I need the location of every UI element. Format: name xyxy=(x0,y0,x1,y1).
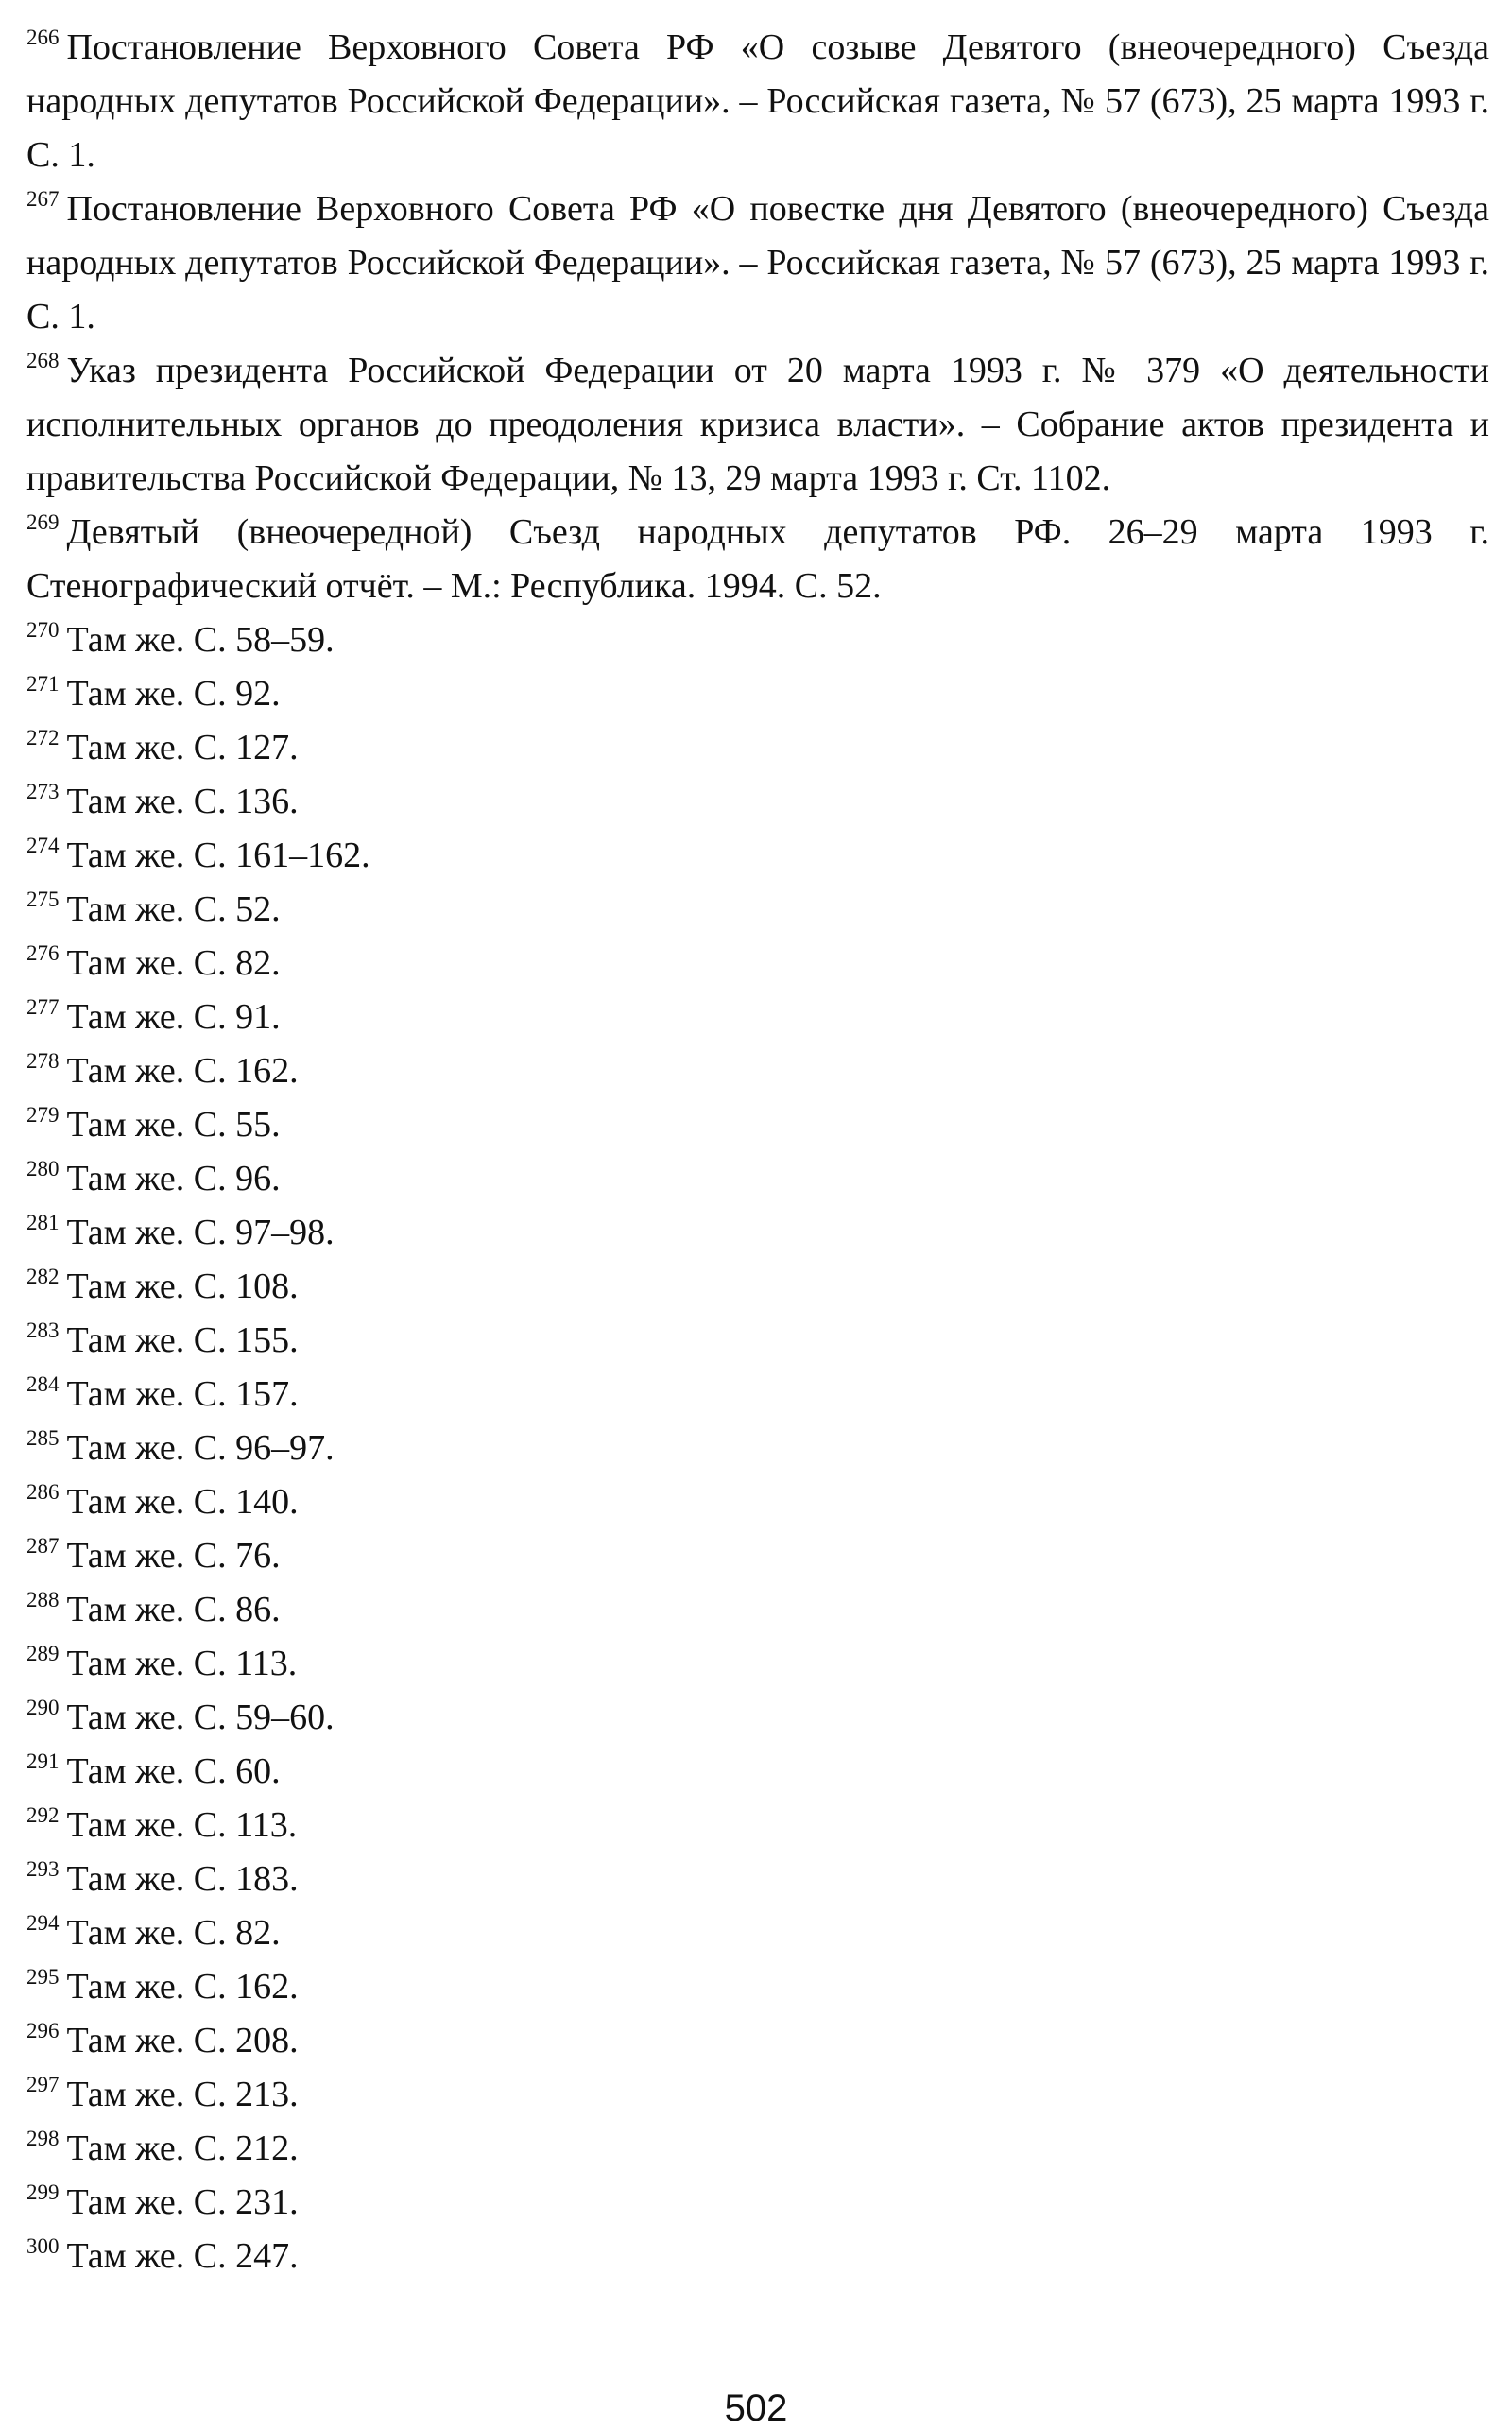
footnote-number: 280 xyxy=(26,1157,60,1181)
footnote-text: Там же. С. 96. xyxy=(66,1159,281,1198)
footnote-text: Там же. С. 247. xyxy=(66,2236,299,2276)
footnote-text: Там же. С. 91. xyxy=(66,997,281,1037)
footnote-number: 283 xyxy=(26,1318,60,1342)
footnote xyxy=(26,21,1489,182)
footnote-number: 284 xyxy=(26,1372,60,1396)
footnote xyxy=(26,1098,1489,1152)
footnote xyxy=(26,1906,1489,1960)
footnote xyxy=(26,1368,1489,1422)
footnote xyxy=(26,1691,1489,1745)
footnote-text: Там же. С. 97–98. xyxy=(66,1213,335,1252)
footnote xyxy=(26,1206,1489,1260)
footnote xyxy=(26,1152,1489,1206)
footnote-number: 277 xyxy=(26,995,60,1019)
footnote-text: Там же. С. 58–59. xyxy=(66,620,335,660)
footnote-text: Там же. С. 55. xyxy=(66,1105,281,1145)
footnote-number: 274 xyxy=(26,834,60,857)
footnote-number: 275 xyxy=(26,888,60,911)
footnote-number: 276 xyxy=(26,941,60,965)
footnote-text: Там же. С. 92. xyxy=(66,674,281,714)
footnote xyxy=(26,2122,1489,2176)
footnote-number: 286 xyxy=(26,1480,60,1504)
footnote-text: Девятый (внеочередной) Съезд народных депутатов РФ. 26–29 марта 1993 г. Стенографический отчёт. – М.: Республика. 1994. С. 52. xyxy=(26,512,1489,606)
footnote xyxy=(26,775,1489,829)
footnote-number: 268 xyxy=(26,349,60,372)
footnote-text: Постановление Верховного Совета РФ «О созыве Девятого (внеочередного) Съезда народных депутатов Российской Федерации». – Российская газета, № 57 (673), 25 марта 1993 г. С. 1. xyxy=(26,27,1489,175)
footnote-number: 299 xyxy=(26,2180,60,2204)
footnote-number: 293 xyxy=(26,1857,60,1881)
footnote-text: Там же. С. 161–162. xyxy=(66,836,370,875)
footnote-number: 273 xyxy=(26,780,60,803)
footnote-text: Там же. С. 127. xyxy=(66,728,299,767)
footnote-text: Там же. С. 86. xyxy=(66,1590,281,1629)
footnote xyxy=(26,667,1489,721)
footnote-number: 298 xyxy=(26,2127,60,2150)
footnote-list xyxy=(26,21,1489,2284)
footnote-text: Постановление Верховного Совета РФ «О повестке дня Девятого (внеочередного) Съезда народных депутатов Российской Федерации». – Российская газета, № 57 (673), 25 марта 1993 г. С. 1. xyxy=(26,189,1489,336)
footnote-number: 281 xyxy=(26,1211,60,1234)
footnote-number: 290 xyxy=(26,1696,60,1719)
footnote-text: Там же. С. 113. xyxy=(66,1644,298,1683)
footnote xyxy=(26,1260,1489,1314)
footnote-number: 291 xyxy=(26,1749,60,1773)
footnote xyxy=(26,1044,1489,1098)
footnote-text: Там же. С. 231. xyxy=(66,2182,299,2222)
footnote-text: Там же. С. 212. xyxy=(66,2128,299,2168)
footnote-number: 285 xyxy=(26,1426,60,1450)
footnote-text: Там же. С. 96–97. xyxy=(66,1428,335,1468)
footnote xyxy=(26,991,1489,1044)
footnote xyxy=(26,1960,1489,2014)
footnote-text: Там же. С. 155. xyxy=(66,1320,299,1360)
footnote-text: Там же. С. 157. xyxy=(66,1374,299,1414)
page-number: 502 xyxy=(724,2387,788,2429)
footnote-number: 278 xyxy=(26,1049,60,1073)
footnote-text: Там же. С. 140. xyxy=(66,1482,299,1522)
footnote-number: 287 xyxy=(26,1534,60,1558)
footnote-number: 279 xyxy=(26,1103,60,1127)
footnote-text: Там же. С. 59–60. xyxy=(66,1698,335,1737)
footnote-number: 297 xyxy=(26,2073,60,2096)
footnote xyxy=(26,1529,1489,1583)
footnote-text: Там же. С. 162. xyxy=(66,1967,299,2007)
footnote xyxy=(26,344,1489,506)
footnote-number: 270 xyxy=(26,618,60,642)
footnote-number: 296 xyxy=(26,2019,60,2042)
footnote-text: Там же. С. 60. xyxy=(66,1751,281,1791)
footnote xyxy=(26,937,1489,991)
footnote-text: Там же. С. 183. xyxy=(66,1859,299,1899)
footnote xyxy=(26,1745,1489,1799)
footnote-number: 289 xyxy=(26,1642,60,1665)
footnote-text: Там же. С. 52. xyxy=(66,889,281,929)
footnote xyxy=(26,1583,1489,1637)
footnote xyxy=(26,883,1489,937)
footnote xyxy=(26,1799,1489,1853)
footnote xyxy=(26,1475,1489,1529)
footnote-text: Там же. С. 208. xyxy=(66,2021,299,2060)
footnotes-page xyxy=(26,21,1489,2284)
footnote-number: 294 xyxy=(26,1911,60,1935)
footnote xyxy=(26,613,1489,667)
footnote xyxy=(26,2068,1489,2122)
footnote xyxy=(26,2014,1489,2068)
footnote-number: 295 xyxy=(26,1965,60,1989)
footnote-text: Там же. С. 213. xyxy=(66,2075,299,2114)
footnote xyxy=(26,829,1489,883)
footnote xyxy=(26,1637,1489,1691)
footnote-text: Там же. С. 82. xyxy=(66,943,281,983)
footnote xyxy=(26,721,1489,775)
footnote xyxy=(26,2176,1489,2230)
footnote-number: 272 xyxy=(26,726,60,750)
footnote xyxy=(26,1853,1489,1906)
footnote-number: 292 xyxy=(26,1803,60,1827)
footnote xyxy=(26,182,1489,344)
footnote-text: Там же. С. 108. xyxy=(66,1267,299,1306)
footnote-number: 267 xyxy=(26,187,60,211)
footnote-text: Там же. С. 136. xyxy=(66,782,299,821)
footnote-number: 266 xyxy=(26,26,60,49)
footnote-number: 300 xyxy=(26,2234,60,2258)
footnote xyxy=(26,1422,1489,1475)
footnote xyxy=(26,1314,1489,1368)
footnote xyxy=(26,506,1489,613)
footnote xyxy=(26,2230,1489,2284)
footnote-text: Указ президента Российской Федерации от 20 марта 1993 г. № 379 «О деятельности исполнительных органов до преодоления кризиса власти». – Собрание актов президента и правительства Российской Федерации, № 13, 29 марта 1993 г. Ст. 1102. xyxy=(26,351,1489,498)
footnote-number: 271 xyxy=(26,672,60,696)
footnote-text: Там же. С. 162. xyxy=(66,1051,299,1091)
footnote-text: Там же. С. 82. xyxy=(66,1913,281,1953)
footnote-text: Там же. С. 113. xyxy=(66,1805,298,1845)
footnote-number: 282 xyxy=(26,1265,60,1288)
footnote-number: 288 xyxy=(26,1588,60,1611)
footnote-number: 269 xyxy=(26,510,60,534)
footnote-text: Там же. С. 76. xyxy=(66,1536,281,1576)
